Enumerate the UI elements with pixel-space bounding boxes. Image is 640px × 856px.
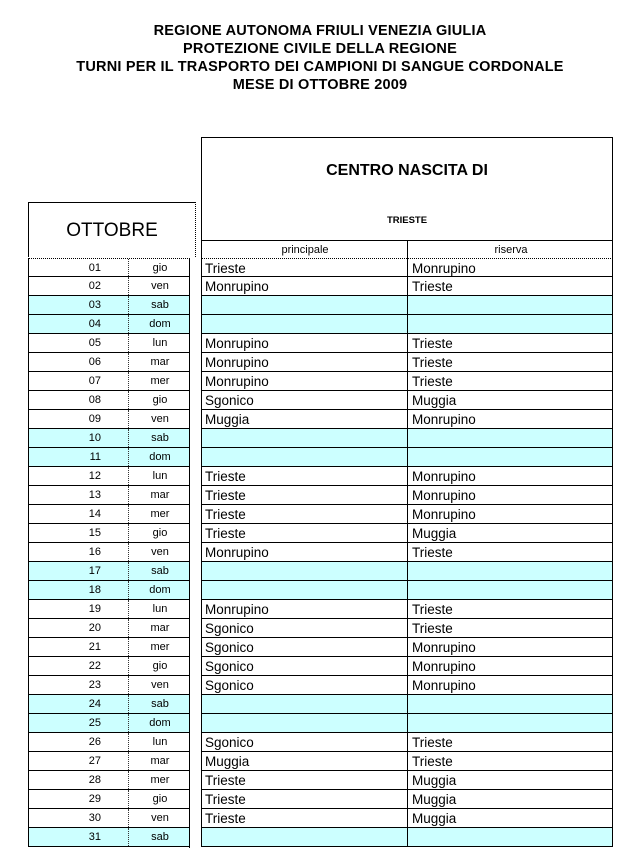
centro-title: CENTRO NASCITA DI	[326, 162, 488, 179]
month-header-cell	[28, 202, 196, 257]
principale-cell: Trieste	[205, 811, 246, 826]
shift-row	[201, 790, 613, 809]
header-line-mese: MESE DI OTTOBRE 2009	[232, 77, 408, 93]
column-header-riserva: riserva	[494, 244, 528, 256]
day-number: 15	[88, 527, 101, 539]
shift-row	[201, 733, 613, 752]
shift-row	[201, 695, 613, 714]
shift-row	[201, 505, 613, 524]
day-row	[28, 790, 190, 809]
day-number: 25	[88, 717, 101, 729]
shift-row	[201, 828, 613, 847]
cell-divider	[407, 562, 408, 580]
day-row	[28, 562, 190, 581]
day-number: 28	[88, 774, 101, 786]
riserva-cell: Trieste	[412, 621, 453, 636]
day-number: 17	[88, 565, 101, 577]
day-number: 12	[88, 470, 101, 482]
day-number: 01	[88, 262, 101, 274]
shift-row	[201, 543, 613, 562]
day-row	[28, 752, 190, 771]
day-number: 30	[88, 812, 101, 824]
weekday: ven	[151, 812, 169, 824]
weekday: dom	[149, 318, 171, 330]
shift-row	[201, 429, 613, 448]
day-number: 29	[88, 793, 101, 805]
riserva-cell: Trieste	[412, 355, 453, 370]
shift-list	[201, 258, 613, 847]
shift-row	[201, 771, 613, 790]
day-number: 21	[88, 641, 101, 653]
day-row	[28, 676, 190, 695]
day-number: 18	[88, 584, 101, 596]
cell-divider	[407, 600, 408, 618]
day-row	[28, 809, 190, 828]
riserva-cell: Monrupino	[412, 412, 476, 427]
riserva-cell: Monrupino	[412, 659, 476, 674]
cell-divider	[407, 619, 408, 637]
principale-cell: Trieste	[205, 261, 246, 276]
shift-row	[201, 353, 613, 372]
cell-divider	[407, 448, 408, 466]
day-row	[28, 695, 190, 714]
weekday: mar	[150, 755, 170, 767]
weekday: mer	[150, 508, 170, 520]
cell-divider	[407, 334, 408, 352]
principale-cell: Monrupino	[205, 545, 269, 560]
principale-cell: Sgonico	[205, 659, 254, 674]
weekday: dom	[149, 451, 171, 463]
day-row	[28, 391, 190, 410]
day-number: 07	[88, 375, 101, 387]
shift-row	[201, 600, 613, 619]
principale-cell: Monrupino	[205, 336, 269, 351]
weekday: dom	[149, 717, 171, 729]
header-line-region: REGIONE AUTONOMA FRIULI VENEZIA GIULIA	[153, 23, 487, 39]
day-number: 27	[88, 755, 101, 767]
day-row	[28, 486, 190, 505]
day-row	[28, 524, 190, 543]
day-number: 02	[88, 280, 101, 292]
shift-row	[201, 315, 613, 334]
dotted-separator	[189, 258, 190, 848]
cell-divider	[407, 467, 408, 485]
day-number: 26	[88, 736, 101, 748]
weekday: lun	[152, 603, 168, 615]
shift-row	[201, 258, 613, 277]
shift-row	[201, 752, 613, 771]
day-number: 05	[88, 337, 101, 349]
shift-row	[201, 448, 613, 467]
shift-row	[201, 334, 613, 353]
principale-cell: Sgonico	[205, 678, 254, 693]
weekday: mer	[150, 375, 170, 387]
cell-divider	[407, 657, 408, 675]
cell-divider	[407, 828, 408, 846]
shift-row	[201, 372, 613, 391]
day-row	[28, 505, 190, 524]
weekday: mer	[150, 641, 170, 653]
day-number: 19	[88, 603, 101, 615]
shift-row	[201, 486, 613, 505]
weekday: gio	[152, 262, 168, 274]
cell-divider	[407, 771, 408, 789]
riserva-cell: Muggia	[412, 773, 457, 788]
riserva-cell: Trieste	[412, 336, 453, 351]
column-header-row	[202, 240, 612, 260]
cell-divider	[407, 790, 408, 808]
weekday: sab	[151, 831, 169, 843]
day-row	[28, 657, 190, 676]
cell-divider	[407, 524, 408, 542]
weekday: gio	[152, 660, 168, 672]
day-number: 20	[88, 622, 101, 634]
shift-row	[201, 524, 613, 543]
day-row	[28, 828, 190, 847]
day-number: 04	[88, 318, 101, 330]
day-row	[28, 296, 190, 315]
day-row	[28, 581, 190, 600]
day-number: 03	[88, 299, 101, 311]
day-row	[28, 619, 190, 638]
weekday: gio	[152, 793, 168, 805]
weekday: sab	[151, 698, 169, 710]
riserva-cell: Muggia	[412, 526, 457, 541]
shift-row	[201, 391, 613, 410]
cell-divider	[407, 714, 408, 732]
header-line-turni: TURNI PER IL TRASPORTO DEI CAMPIONI DI SANGUE CORDONALE	[76, 59, 564, 75]
day-row	[28, 372, 190, 391]
principale-cell: Monrupino	[205, 355, 269, 370]
principale-cell: Trieste	[205, 773, 246, 788]
riserva-cell: Monrupino	[412, 678, 476, 693]
principale-cell: Trieste	[205, 507, 246, 522]
cell-divider	[407, 695, 408, 713]
day-number: 09	[88, 413, 101, 425]
day-number: 24	[88, 698, 101, 710]
weekday: dom	[149, 584, 171, 596]
day-number: 08	[88, 394, 101, 406]
header-line-protezione: PROTEZIONE CIVILE DELLA REGIONE	[183, 41, 457, 57]
day-row	[28, 714, 190, 733]
shift-row	[201, 467, 613, 486]
cell-divider	[407, 486, 408, 504]
weekday: mar	[150, 489, 170, 501]
shift-row	[201, 581, 613, 600]
shift-row	[201, 410, 613, 429]
day-row	[28, 315, 190, 334]
shift-row	[201, 657, 613, 676]
riserva-cell: Monrupino	[412, 261, 476, 276]
cell-divider	[407, 676, 408, 694]
weekday: lun	[152, 736, 168, 748]
weekday: ven	[151, 679, 169, 691]
riserva-cell: Monrupino	[412, 469, 476, 484]
riserva-cell: Monrupino	[412, 640, 476, 655]
day-row	[28, 733, 190, 752]
cell-divider	[407, 429, 408, 447]
cell-divider	[407, 296, 408, 314]
cell-divider	[407, 353, 408, 371]
riserva-cell: Trieste	[412, 279, 453, 294]
principale-cell: Muggia	[205, 754, 250, 769]
cell-divider	[407, 752, 408, 770]
day-list	[28, 258, 190, 847]
weekday: mar	[150, 622, 170, 634]
day-number: 06	[88, 356, 101, 368]
weekday: sab	[151, 299, 169, 311]
principale-cell: Sgonico	[205, 640, 254, 655]
cell-divider	[407, 809, 408, 827]
shift-row	[201, 296, 613, 315]
day-row	[28, 334, 190, 353]
shift-row	[201, 676, 613, 695]
day-number: 31	[88, 831, 101, 843]
cell-divider	[407, 581, 408, 599]
day-row	[28, 410, 190, 429]
column-header-principale: principale	[281, 244, 329, 256]
cell-divider	[407, 505, 408, 523]
shift-row	[201, 619, 613, 638]
cell-divider	[407, 543, 408, 561]
weekday: ven	[151, 413, 169, 425]
day-row	[28, 600, 190, 619]
weekday: mar	[150, 356, 170, 368]
day-number: 22	[88, 660, 101, 672]
day-number: 23	[88, 679, 101, 691]
riserva-cell: Monrupino	[412, 488, 476, 503]
principale-cell: Monrupino	[205, 374, 269, 389]
principale-cell: Sgonico	[205, 735, 254, 750]
riserva-cell: Trieste	[412, 735, 453, 750]
cell-divider	[407, 410, 408, 428]
riserva-cell: Trieste	[412, 374, 453, 389]
day-number: 13	[88, 489, 101, 501]
day-row	[28, 277, 190, 296]
cell-divider	[407, 259, 408, 276]
cell-divider	[407, 638, 408, 656]
day-row	[28, 771, 190, 790]
weekday: gio	[152, 527, 168, 539]
day-number: 16	[88, 546, 101, 558]
month-title: OTTOBRE	[66, 220, 158, 241]
weekday: ven	[151, 546, 169, 558]
weekday: sab	[151, 432, 169, 444]
principale-cell: Trieste	[205, 488, 246, 503]
day-row	[28, 258, 190, 277]
principale-cell: Trieste	[205, 526, 246, 541]
centro-subtitle: TRIESTE	[386, 215, 428, 226]
weekday: sab	[151, 565, 169, 577]
day-row	[28, 353, 190, 372]
day-row	[28, 467, 190, 486]
day-number: 14	[88, 508, 101, 520]
principale-cell: Trieste	[205, 792, 246, 807]
principale-cell: Sgonico	[205, 621, 254, 636]
riserva-cell: Muggia	[412, 811, 457, 826]
riserva-cell: Muggia	[412, 393, 457, 408]
cell-divider	[407, 315, 408, 333]
principale-cell: Monrupino	[205, 602, 269, 617]
riserva-cell: Monrupino	[412, 507, 476, 522]
cell-divider	[407, 391, 408, 409]
document-header	[0, 22, 640, 94]
cell-divider	[407, 277, 408, 295]
principale-cell: Muggia	[205, 412, 250, 427]
weekday: lun	[152, 337, 168, 349]
cell-divider	[407, 733, 408, 751]
cell-divider	[407, 372, 408, 390]
shift-row	[201, 277, 613, 296]
day-row	[28, 429, 190, 448]
riserva-cell: Trieste	[412, 545, 453, 560]
weekday: mer	[150, 774, 170, 786]
riserva-cell: Trieste	[412, 602, 453, 617]
shift-row	[201, 638, 613, 657]
principale-cell: Monrupino	[205, 279, 269, 294]
weekday: gio	[152, 394, 168, 406]
shift-row	[201, 809, 613, 828]
centro-header	[201, 137, 613, 258]
shift-row	[201, 562, 613, 581]
principale-cell: Sgonico	[205, 393, 254, 408]
day-number: 10	[88, 432, 101, 444]
day-row	[28, 448, 190, 467]
riserva-cell: Muggia	[412, 792, 457, 807]
day-row	[28, 638, 190, 657]
shift-row	[201, 714, 613, 733]
principale-cell: Trieste	[205, 469, 246, 484]
riserva-cell: Trieste	[412, 754, 453, 769]
weekday: lun	[152, 470, 168, 482]
weekday: ven	[151, 280, 169, 292]
day-number: 11	[89, 451, 101, 463]
day-row	[28, 543, 190, 562]
